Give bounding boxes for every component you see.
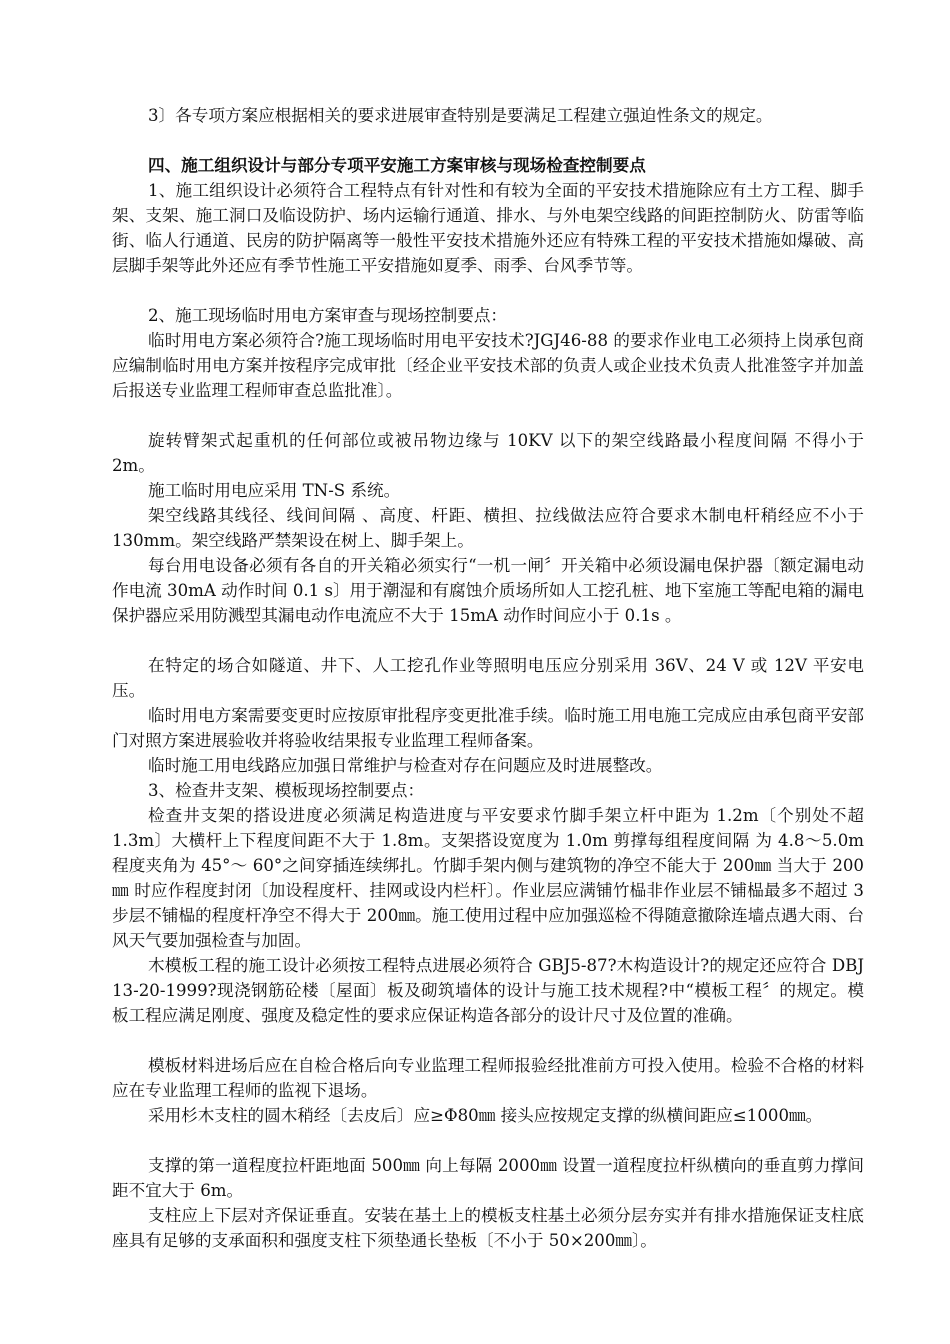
paragraph-safety-voltage: 在特定的场合如隧道、井下、人工挖孔作业等照明电压应分别采用 36V、24 V 或 12V 平安电压。 bbox=[112, 656, 864, 700]
paragraph-formwork-materials: 模板材料进场后应在自检合格后向专业监理工程师报验经批准前方可投入使用。检验不合格的材料应在专业监理工程师的监视下退场。 bbox=[112, 1056, 864, 1100]
paragraph-line-maintenance: 临时施工用电线路应加强日常维护与检查对存在问题应及时进展整改。 bbox=[148, 756, 663, 775]
paragraph-special-plans-review: 3〕各专项方案应根据相关的要求进展审查特别是要满足工程建立强迫性条文的规定。 bbox=[148, 106, 773, 125]
paragraph-timber-formwork: 木模板工程的施工设计必须按工程特点进展必须符合 GBJ5-87?木构造设计?的规定还应符合 DBJ 13-20-1999?现浇钢筋砼楼〔屋面〕板及砌筑墙体的设计与施工技术规程?中“模板工程〞的规定。模板工程应满足刚度、强度及稳定性的要求应保证构造各部分的设计尺寸及位置的准确。 bbox=[112, 956, 864, 1025]
paragraph-bracing: 支撑的第一道程度拉杆距地面 500㎜ 向上每隔 2000㎜ 设置一道程度拉杆纵横向的垂直剪力撑间距不宜大于 6m。 bbox=[112, 1156, 864, 1200]
paragraph-tn-s-system: 施工临时用电应采用 TN-S 系统。 bbox=[148, 481, 401, 500]
paragraph-scaffold-support: 检查井支架的搭设进度必须满足构造进度与平安要求竹脚手架立杆中距为 1.2m〔个别处不超 1.3m〕大横杆上下程度间距不大于 1.8m。支架搭设宽度为 1.0m 剪撑每组程度间隔 为 4.8～5.0m 程度夹角为 45°～ 60°之间穿插连续绑扎。竹脚手架内侧与建筑物的净空不能大于 200㎜ 当大于 200㎜ 时应作程度封闭〔加设程度杆、挂网或设内栏杆〕。作业层应满铺竹榀非作业层不铺榀最多不超过 3 步层不铺榀的程度杆净空不得大于 200㎜。施工使用过程中应加强巡检不得随意撤除连墙点遇大雨、台风天气要加强检查与加固。 bbox=[112, 806, 864, 950]
section-heading: 四、施工组织设计与部分专项平安施工方案审核与现场检查控制要点 bbox=[148, 155, 646, 175]
paragraph-temporary-power-plan: 临时用电方案必须符合?施工现场临时用电平安技术?JGJ46-88 的要求作业电工必须持上岗承包商应编制临时用电方案并按程序完成审批〔经企业平安技术部的负责人或企业技术负责人批准签字并加盖后报送专业监理工程师审查总监批准〕。 bbox=[112, 331, 864, 400]
paragraph-temporary-power-heading: 2、施工现场临时用电方案审查与现场控制要点： bbox=[148, 306, 508, 325]
paragraph-formwork-heading: 3、检查井支架、模板现场控制要点： bbox=[148, 781, 425, 800]
paragraph-plan-changes: 临时用电方案需要变更时应按原审批程序变更批准手续。临时施工用电施工完成应由承包商平安部门对照方案进展验收并将验收结果报专业监理工程师备案。 bbox=[112, 706, 864, 750]
paragraph-fir-posts: 采用杉木支柱的圆木稍经〔去皮后〕应≥Φ80㎜ 接头应按规定支撑的纵横间距应≤1000㎜。 bbox=[148, 1106, 823, 1125]
paragraph-overhead-lines: 架空线路其线径、线间间隔 、高度、杆距、横担、拉线做法应符合要求木制电杆稍经应不小于 130mm。架空线路严禁架设在树上、脚手架上。 bbox=[112, 506, 864, 550]
paragraph-post-alignment: 支柱应上下层对齐保证垂直。安装在基土上的模板支柱基土必须分层夯实并有排水措施保证支柱底座具有足够的支承面积和强度支柱下须垫通长垫板〔不小于 50×200㎜〕。 bbox=[112, 1206, 864, 1250]
paragraph-leakage-protection: 每台用电设备必须有各自的开关箱必须实行“一机一闸〞开关箱中必须设漏电保护器〔额定漏电动作电流 30mA 动作时间 0.1 s〕用于潮湿和有腐蚀介质场所如人工挖孔桩、地下室施工等配电箱的漏电保护器应采用防溅型其漏电动作电流应不大于 15mA 动作时间应小于 0.1s 。 bbox=[112, 556, 864, 625]
paragraph-crane-clearance: 旋转臂架式起重机的任何部位或被吊物边缘与 10KV 以下的架空线路最小程度间隔 不得小于 2m。 bbox=[112, 431, 864, 475]
paragraph-construction-design: 1、施工组织设计必须符合工程特点有针对性和有较为全面的平安技术措施除应有土方工程、脚手架、支架、施工洞口及临设防护、场内运输行通道、排水、与外电架空线路的间距控制防火、防雷等临街、临人行通道、民房的防护隔离等一般性平安技术措施外还应有特殊工程的平安技术措施如爆破、高层脚手架等此外还应有季节性施工平安措施如夏季、雨季、台风季节等。 bbox=[112, 181, 864, 275]
